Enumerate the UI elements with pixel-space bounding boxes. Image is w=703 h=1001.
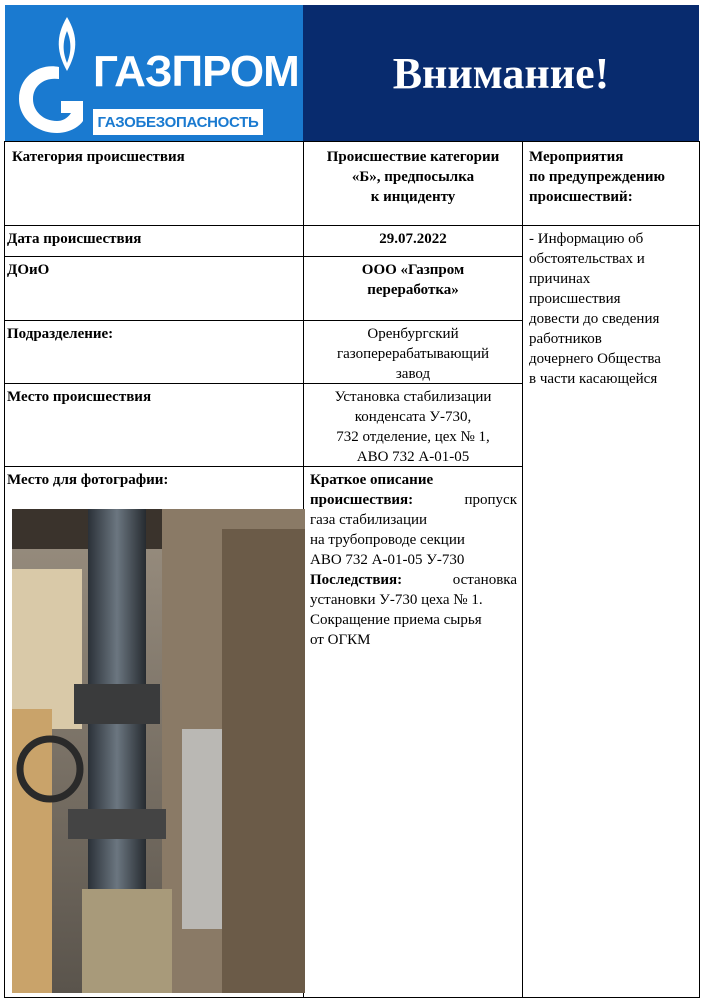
category-value: Происшествие категории «Б», предпосылка к инциденту	[326, 149, 500, 205]
date-label: Дата происшествия	[7, 231, 142, 247]
attention-banner	[303, 5, 699, 141]
incident-description: Краткое описание происшествия: пропуск газа стабилизации на трубопроводе секции АВО 732 А-01-05 У-730 Последствия: остановка установки У-730 цеха № 1. Сокращение приема сырья от ОГКМ	[310, 472, 517, 648]
flame-logo-icon	[7, 9, 92, 139]
incident-photo	[12, 509, 305, 993]
category-header: Категория происшествия	[12, 149, 185, 165]
page-title: Внимание!	[392, 48, 610, 98]
photo-label: Место для фотографии:	[7, 472, 169, 488]
consequences-label: Последствия:	[310, 572, 403, 588]
brand-name: ГАЗПРОМ	[93, 47, 299, 96]
location-value: Установка стабилизации конденсата У-730, 732 отделение, цех № 1, АВО 732 А-01-05	[334, 389, 492, 465]
measures-header: Мероприятия по предупреждению происшествий:	[529, 149, 665, 205]
subsidiary-label: ДОиО	[7, 262, 50, 278]
brand-subtitle: ГАЗОБЕЗОПАСНОСТЬ	[93, 109, 263, 135]
subsidiary-value: ООО «Газпром переработка»	[361, 262, 465, 298]
division-label: Подразделение:	[7, 326, 114, 342]
pipeline-photo-image	[12, 509, 305, 993]
date-value: 29.07.2022	[379, 231, 447, 247]
measures-text: - Информацию об обстоятельствах и причинах происшествия довести до сведения работников дочернего Общества в части касающейся	[529, 231, 661, 387]
location-label: Место происшествия	[7, 389, 152, 405]
company-logo	[5, 5, 303, 141]
division-value: Оренбургский газоперерабатывающий завод	[336, 326, 490, 382]
